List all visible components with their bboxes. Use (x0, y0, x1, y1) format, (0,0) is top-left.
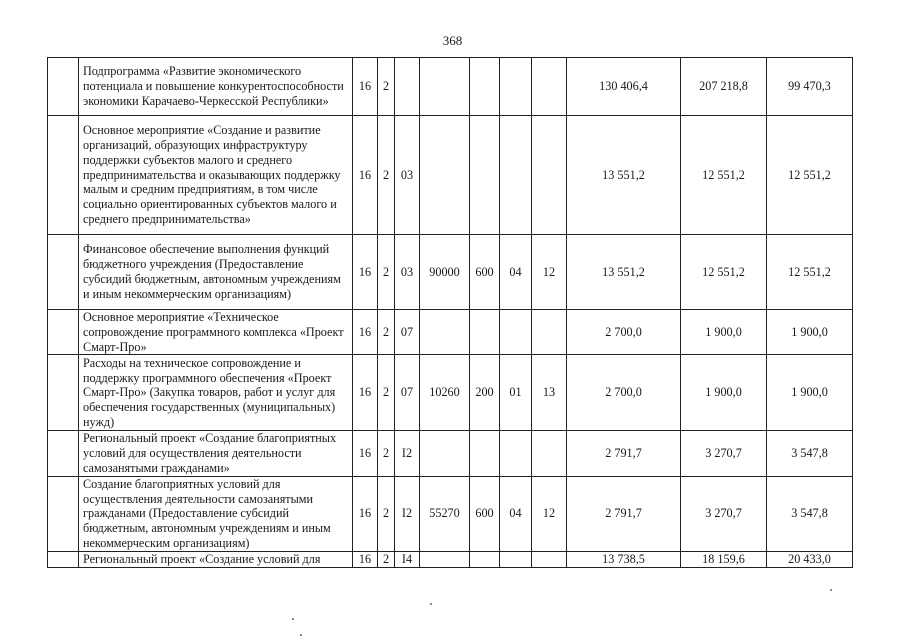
item-name: Подпрограмма «Развитие экономического потенциала и повышение конкурентоспособности экономики Карачаево-Черкесской Республики» (79, 58, 353, 116)
amount-cell: 20 433,0 (767, 551, 853, 567)
code-cell (532, 310, 567, 355)
code-cell (532, 116, 567, 235)
code-cell: 16 (353, 551, 378, 567)
code-cell: 16 (353, 58, 378, 116)
amount-cell: 12 551,2 (767, 235, 853, 310)
amount-cell: 99 470,3 (767, 58, 853, 116)
amount-cell: 12 551,2 (767, 116, 853, 235)
page-number: 368 (442, 33, 463, 48)
table-row (48, 431, 853, 476)
amount-cell: 18 159,6 (681, 551, 767, 567)
code-cell: 16 (353, 476, 378, 551)
table-row (48, 235, 853, 310)
table-row (48, 551, 853, 567)
table-row (48, 116, 853, 235)
code-cell (500, 431, 532, 476)
amount-cell: 207 218,8 (681, 58, 767, 116)
code-cell: 13 (532, 355, 567, 431)
code-cell (500, 116, 532, 235)
blank-cell (48, 476, 79, 551)
amount-cell: 3 270,7 (681, 431, 767, 476)
code-cell: 12 (532, 235, 567, 310)
blank-cell (48, 431, 79, 476)
code-cell: 90000 (420, 235, 470, 310)
code-cell: 03 (395, 116, 420, 235)
amount-cell: 1 900,0 (681, 355, 767, 431)
code-cell: 16 (353, 235, 378, 310)
code-cell (470, 116, 500, 235)
item-name: Создание благоприятных условий для осуществления деятельности самозанятыми гражданами (Предоставление субсидий бюджетным, автономным учреждениям и иным некоммерческим организациям) (79, 476, 353, 551)
code-cell (470, 310, 500, 355)
item-name: Расходы на техническое сопровождение и поддержку программного обеспечения «Проект Смарт-Про» (Закупка товаров, работ и услуг для обеспечения государственных (муниципальных) нужд) (79, 355, 353, 431)
amount-cell: 13 551,2 (567, 116, 681, 235)
amount-cell: 1 900,0 (767, 310, 853, 355)
code-cell: 07 (395, 355, 420, 431)
amount-cell: 2 700,0 (567, 310, 681, 355)
scan-speck (830, 589, 832, 591)
code-cell: 12 (532, 476, 567, 551)
item-name: Финансовое обеспечение выполнения функций бюджетного учреждения (Предоставление субсидий бюджетным, автономным учреждениям и иным некоммерческим организациям) (79, 235, 353, 310)
amount-cell: 2 791,7 (567, 476, 681, 551)
code-cell: 01 (500, 355, 532, 431)
code-cell: 10260 (420, 355, 470, 431)
code-cell: 2 (378, 116, 395, 235)
code-cell: 16 (353, 355, 378, 431)
code-cell (420, 310, 470, 355)
table-row (48, 58, 853, 116)
amount-cell: 1 900,0 (681, 310, 767, 355)
table-row (48, 310, 853, 355)
code-cell (470, 58, 500, 116)
code-cell (532, 431, 567, 476)
code-cell: I2 (395, 431, 420, 476)
code-cell: 2 (378, 431, 395, 476)
item-name: Региональный проект «Создание условий для (79, 551, 353, 567)
code-cell: 04 (500, 235, 532, 310)
code-cell (470, 551, 500, 567)
code-cell (532, 551, 567, 567)
code-cell: 03 (395, 235, 420, 310)
code-cell: 2 (378, 58, 395, 116)
item-name: Основное мероприятие «Создание и развитие организаций, образующих инфраструктуру поддержки субъектов малого и среднего предпринимательства и оказывающих поддержку малым и средним предприятиям, в том числе социально ориентированных субъектов малого и среднего предпринимательства» (79, 116, 353, 235)
amount-cell: 2 700,0 (567, 355, 681, 431)
code-cell (420, 116, 470, 235)
amount-cell: 130 406,4 (567, 58, 681, 116)
code-cell: I4 (395, 551, 420, 567)
code-cell (420, 58, 470, 116)
code-cell: 16 (353, 116, 378, 235)
item-name: Основное мероприятие «Техническое сопровождение программного комплекса «Проект Смарт-Про» (79, 310, 353, 355)
blank-cell (48, 116, 79, 235)
code-cell: 2 (378, 310, 395, 355)
code-cell: 2 (378, 551, 395, 567)
amount-cell: 2 791,7 (567, 431, 681, 476)
amount-cell: 12 551,2 (681, 235, 767, 310)
amount-cell: 12 551,2 (681, 116, 767, 235)
code-cell: 16 (353, 431, 378, 476)
item-name: Региональный проект «Создание благоприятных условий для осуществления деятельности самозанятыми гражданами» (79, 431, 353, 476)
code-cell (500, 58, 532, 116)
code-cell: 200 (470, 355, 500, 431)
amount-cell: 3 270,7 (681, 476, 767, 551)
code-cell (420, 431, 470, 476)
code-cell (500, 551, 532, 567)
code-cell: 600 (470, 476, 500, 551)
blank-cell (48, 58, 79, 116)
budget-table (47, 57, 853, 568)
amount-cell: 3 547,8 (767, 476, 853, 551)
blank-cell (48, 310, 79, 355)
blank-cell (48, 235, 79, 310)
code-cell (500, 310, 532, 355)
code-cell: 2 (378, 355, 395, 431)
code-cell (532, 58, 567, 116)
amount-cell: 1 900,0 (767, 355, 853, 431)
table-row (48, 355, 853, 431)
code-cell: I2 (395, 476, 420, 551)
code-cell: 55270 (420, 476, 470, 551)
code-cell: 04 (500, 476, 532, 551)
amount-cell: 13 738,5 (567, 551, 681, 567)
code-cell: 16 (353, 310, 378, 355)
code-cell (420, 551, 470, 567)
blank-cell (48, 551, 79, 567)
amount-cell: 3 547,8 (767, 431, 853, 476)
code-cell: 07 (395, 310, 420, 355)
code-cell: 2 (378, 476, 395, 551)
scan-speck (292, 618, 294, 620)
blank-cell (48, 355, 79, 431)
code-cell: 2 (378, 235, 395, 310)
amount-cell: 13 551,2 (567, 235, 681, 310)
scan-speck (430, 603, 432, 605)
code-cell (395, 58, 420, 116)
code-cell (470, 431, 500, 476)
table-row (48, 476, 853, 551)
code-cell: 600 (470, 235, 500, 310)
